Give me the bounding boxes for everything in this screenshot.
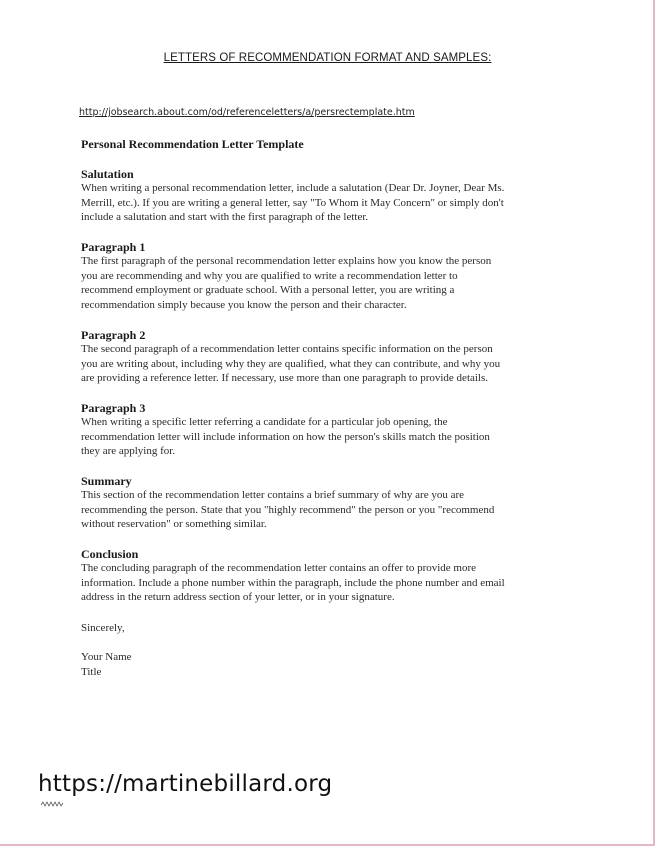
section-heading: Paragraph 1: [81, 240, 146, 254]
section-line: When writing a personal recommendation letter, include a salutation (Dear Dr. Joyner, Dear Ms.: [81, 182, 505, 194]
section-heading: Paragraph 2: [81, 328, 146, 342]
section-heading: Salutation: [81, 167, 134, 181]
section-line: This section of the recommendation letter contains a brief summary of why are you are: [81, 489, 465, 501]
section-line: information. Include a phone number within the paragraph, include the phone number and email: [81, 576, 505, 589]
section-paragraph-3: [81, 401, 561, 459]
section-line: recommending the person. State that you "highly recommend" the person or you "recommend: [81, 503, 495, 516]
source-link[interactable]: http://jobsearch.about.com/od/referenceletters/a/persrectemplate.htm: [79, 107, 415, 118]
section-heading: Summary: [81, 474, 132, 488]
page-heading: LETTERS OF RECOMMENDATION FORMAT AND SAMPLES:: [163, 52, 492, 64]
section-line: recommendation letter will include information on how the person's skills match the position: [81, 430, 490, 443]
section-line: you are recommending and why you are qualified to write a recommendation letter to: [81, 269, 458, 282]
signer-name: Your Name: [81, 651, 132, 663]
section-conclusion: [81, 547, 561, 605]
section-heading: Paragraph 3: [81, 401, 146, 415]
valediction: Sincerely,: [81, 622, 125, 634]
watermark-url: https://martinebillard.org: [38, 771, 333, 797]
section-salutation: [81, 167, 561, 225]
scribble-mark: [40, 800, 64, 808]
section-line: The concluding paragraph of the recommendation letter contains an offer to provide more: [81, 562, 477, 574]
section-line: The second paragraph of a recommendation letter contains specific information on the person: [81, 343, 493, 355]
section-line: without reservation" or something similar.: [81, 518, 267, 530]
section-paragraph-1: [81, 240, 561, 312]
section-summary: [81, 474, 561, 532]
section-line: they are applying for.: [81, 445, 176, 457]
section-heading: Conclusion: [81, 547, 139, 561]
section-line: are providing a reference letter. If necessary, use more than one paragraph to provide details.: [81, 372, 489, 384]
section-line: The first paragraph of the personal recommendation letter explains how you know the person: [81, 255, 492, 267]
document-title: Personal Recommendation Letter Template: [81, 137, 304, 151]
section-line: you are writing about, including why they are qualified, what they can contribute, and why you: [81, 357, 501, 370]
section-line: recommend employment or graduate school. With a personal letter, you are writing a: [81, 284, 455, 296]
section-paragraph-2: [81, 328, 561, 386]
section-line: Merrill, etc.). If you are writing a general letter, say "To Whom it May Concern" or simply don't: [81, 196, 504, 209]
section-line: When writing a specific letter referring a candidate for a particular job opening, the: [81, 416, 448, 428]
section-line: address in the return address section of your letter, or in your signature.: [81, 591, 395, 603]
section-line: recommendation simply because you know the person and their character.: [81, 298, 407, 311]
section-line: include a salutation and start with the first paragraph of the letter.: [81, 211, 369, 223]
signer-title: Title: [81, 666, 102, 678]
